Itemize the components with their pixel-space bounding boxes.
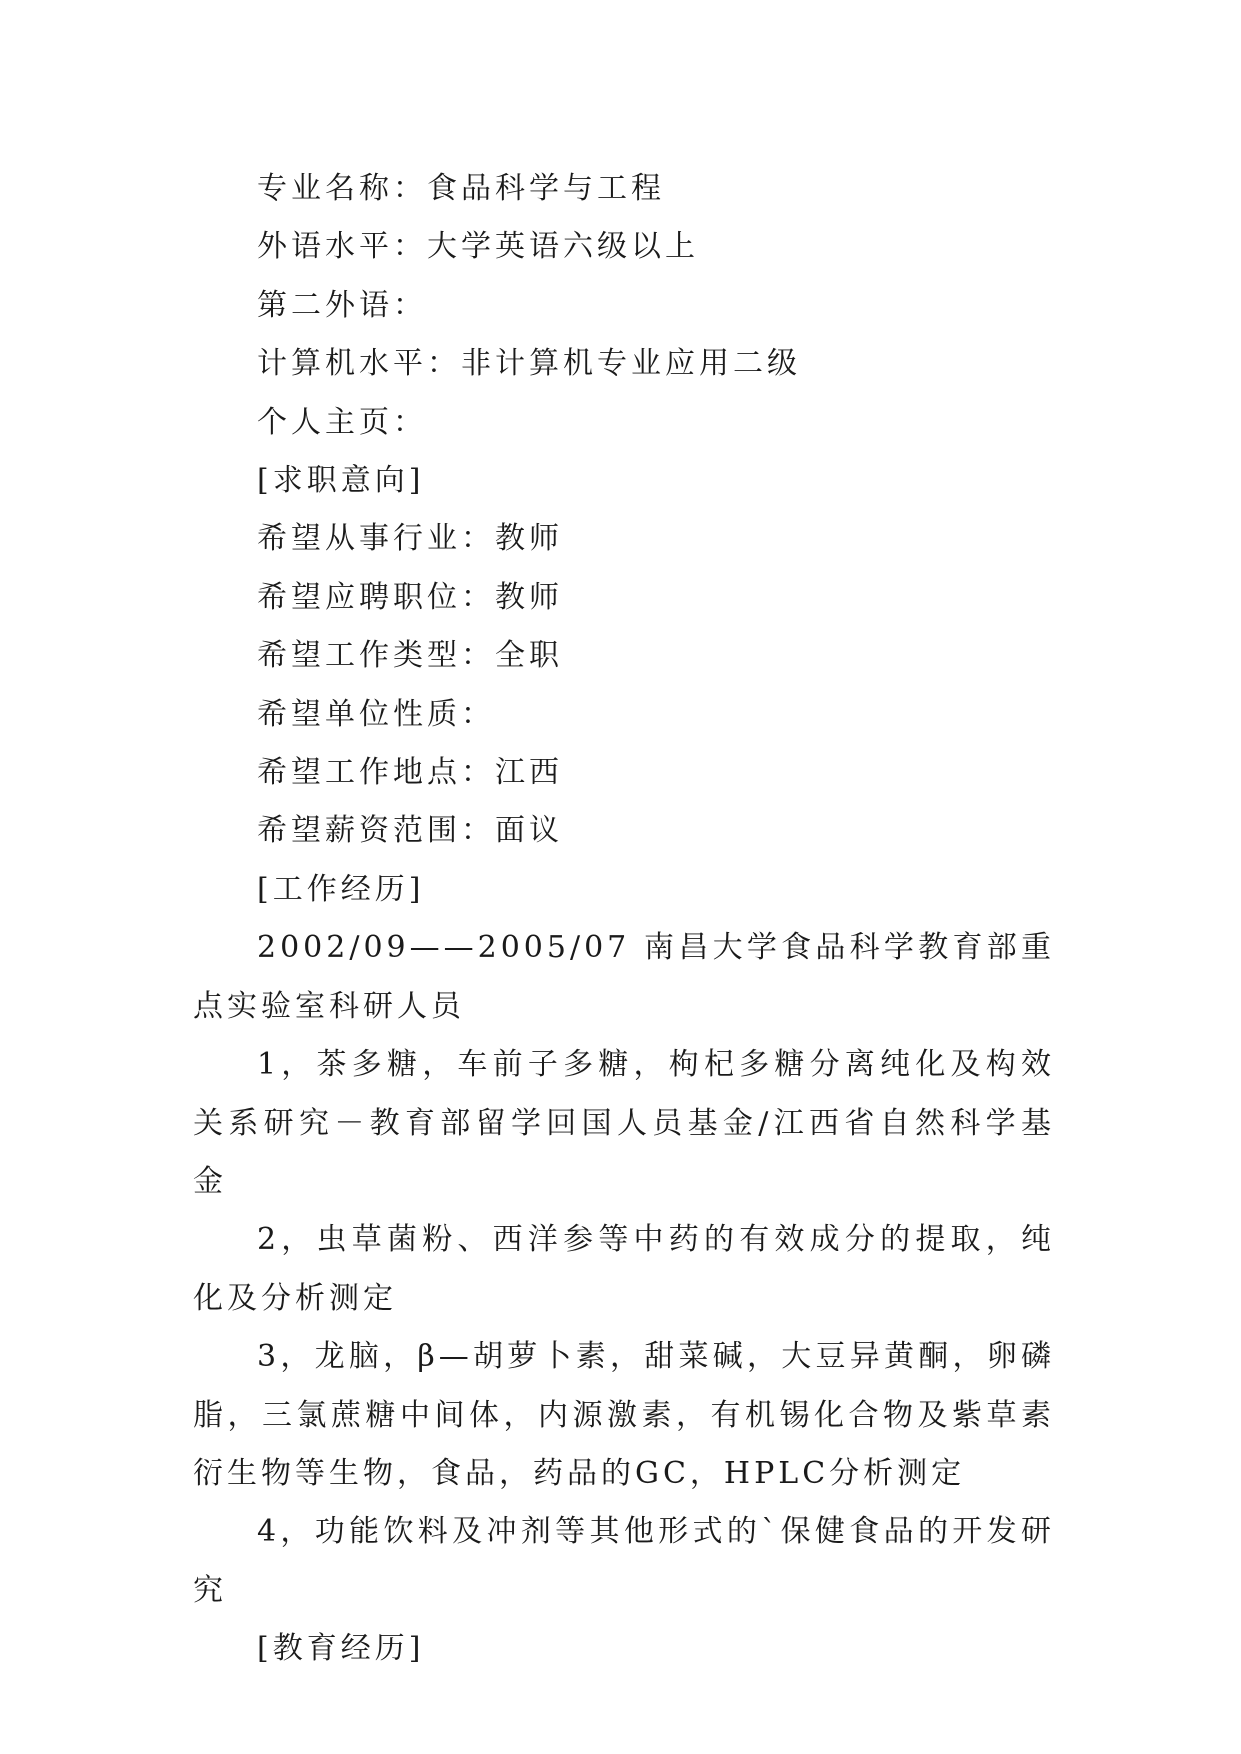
job-location: 希望工作地点：江西 (257, 755, 563, 791)
field-computer-level: 计算机水平：非计算机专业应用二级 (257, 346, 801, 382)
work-item: 1，茶多糖，车前子多糖，枸杞多糖分离纯化及构效关系研究－教育部留学回国人员基金/江西省自然科学基金 (193, 1047, 1055, 1199)
job-employer-type: 希望单位性质： (257, 696, 495, 732)
section-heading-work-experience: [工作经历] (257, 871, 425, 907)
section-heading-education: [教育经历] (257, 1631, 425, 1667)
field-second-language: 第二外语： (257, 287, 427, 323)
work-item: 3，龙脑，β—胡萝卜素，甜菜碱，大豆异黄酮，卵磷脂，三氯蔗糖中间体，内源激素，有机锡化合物及紫草素衍生物等生物，食品，药品的GC，HPLC分析测定 (193, 1339, 1055, 1491)
field-homepage: 个人主页： (257, 404, 427, 440)
job-industry: 希望从事行业：教师 (257, 521, 563, 557)
job-salary: 希望薪资范围：面议 (257, 813, 563, 849)
job-type: 希望工作类型：全职 (257, 638, 563, 674)
job-position: 希望应聘职位：教师 (257, 579, 563, 615)
section-heading-job-intention: [求职意向] (257, 463, 425, 499)
work-item: 4，功能饮料及冲剂等其他形式的`保健食品的开发研究 (193, 1514, 1055, 1608)
field-foreign-language: 外语水平：大学英语六级以上 (257, 229, 699, 265)
resume-body (193, 160, 1055, 1679)
work-period-role: 2002/09——2005/07 南昌大学食品科学教育部重点实验室科研人员 (193, 930, 1055, 1024)
work-item: 2，虫草菌粉、西洋参等中药的有效成分的提取，纯化及分析测定 (193, 1222, 1055, 1316)
field-major: 专业名称：食品科学与工程 (257, 171, 665, 206)
